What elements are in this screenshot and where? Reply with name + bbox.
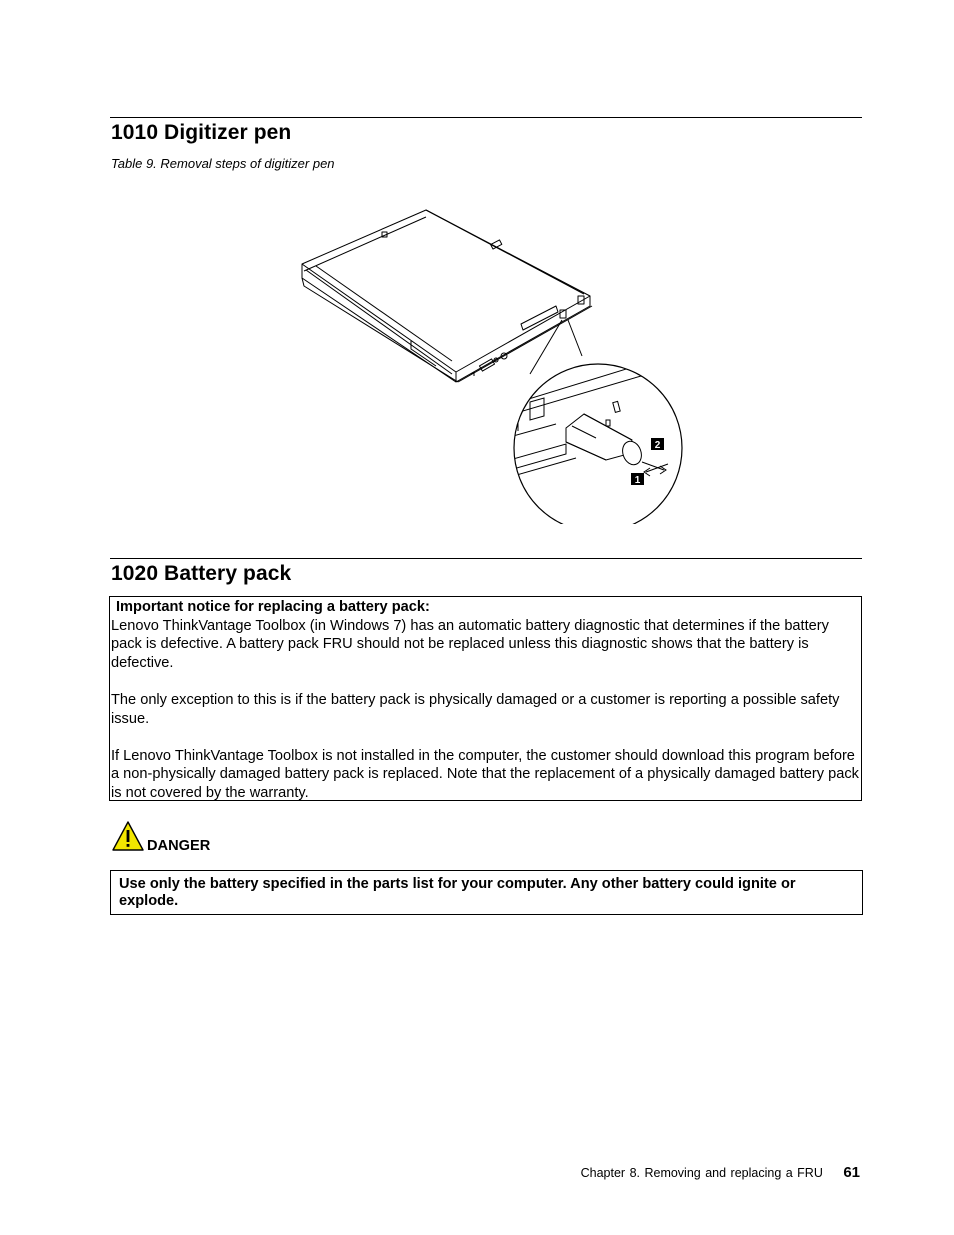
section-heading-battery-pack: 1020 Battery pack (111, 562, 292, 585)
danger-warning-box (110, 870, 863, 915)
notice-paragraph: The only exception to this is if the battery pack is physically damaged or a customer is reporting a possible safety issue. (111, 691, 840, 727)
section-rule-battery (110, 558, 862, 559)
danger-text: Use only the battery specified in the parts list for your computer. Any other battery could ignite or explode. (119, 876, 796, 909)
magnified-detail-circle (506, 364, 688, 524)
section-heading-digitizer-pen: 1010 Digitizer pen (111, 121, 292, 144)
digitizer-pen-removal-figure (296, 206, 688, 524)
callout-2-label: 2 (654, 440, 661, 451)
table-caption: Table 9. Removal steps of digitizer pen (111, 156, 335, 171)
magnify-connector (530, 320, 582, 374)
page-footer (581, 1164, 860, 1182)
section-rule-top (110, 117, 862, 118)
warning-triangle-icon (111, 820, 145, 852)
notice-paragraph: If Lenovo ThinkVantage Toolbox is not installed in the computer, the customer should download this program before a non-physically damaged battery pack is replaced. Note that the replacement of a physically damaged battery pack is not covered by the warranty. (111, 747, 859, 801)
callout-1-label: 1 (634, 475, 641, 486)
page-number: 61 (843, 1164, 860, 1181)
footer-chapter: Chapter 8. Removing and replacing a FRU (580, 1166, 823, 1180)
danger-label: DANGER (147, 838, 211, 854)
important-notice-box (109, 596, 862, 801)
laptop-drawing (302, 210, 592, 382)
notice-paragraph: Lenovo ThinkVantage Toolbox (in Windows 7) has an automatic battery diagnostic that determines if the battery pack is defective. A battery pack FRU should not be replaced unless this diagnostic shows that the battery is defective. (111, 617, 829, 671)
notice-title: Important notice for replacing a battery pack: (116, 599, 430, 615)
